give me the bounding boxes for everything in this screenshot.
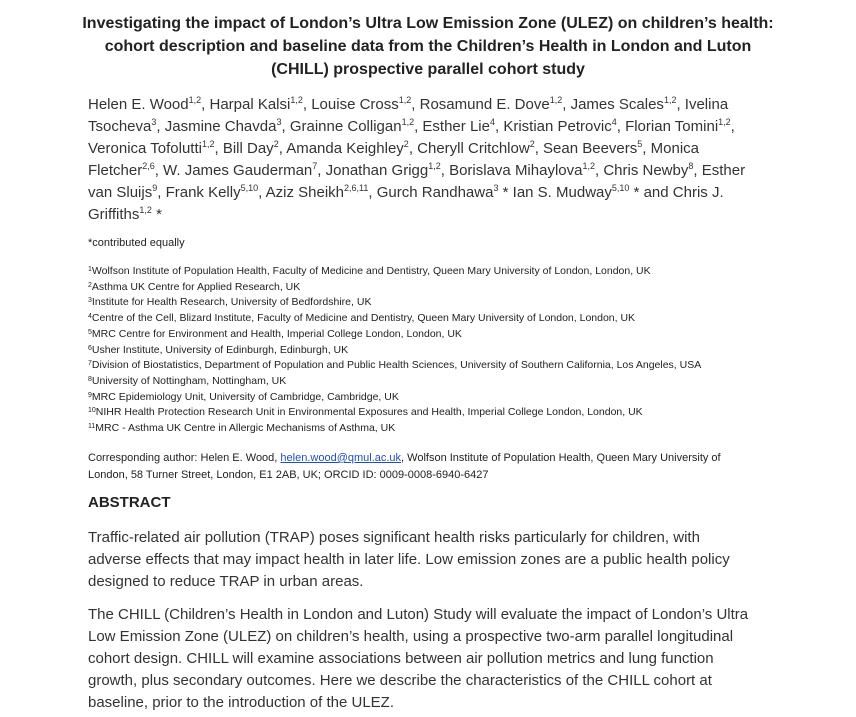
author-affiliation-marker: 2,6,11 xyxy=(344,183,369,193)
author-line xyxy=(88,160,788,182)
affiliation-text: Usher Institute, University of Edinburgh, Edinburgh, UK xyxy=(91,343,349,356)
author-name: Frank Kelly xyxy=(165,184,241,201)
abstract-line: growth, plus secondary outcomes. Here we describe the characteristics of the CHILL cohort at xyxy=(88,672,712,689)
author-separator: , xyxy=(411,96,420,113)
author-name: van Sluijs xyxy=(88,184,153,201)
author-affiliation-marker: 9 xyxy=(152,183,158,193)
affiliation-number: 10 xyxy=(88,407,96,415)
author-name: Bill Day xyxy=(222,140,274,157)
author-affiliation-marker: 1,2 xyxy=(718,117,731,127)
corresponding-prefix: Corresponding author: Helen E. Wood, xyxy=(88,452,281,464)
author-line xyxy=(88,94,788,116)
author-affiliation-marker: 1,2 xyxy=(582,161,595,171)
affiliation-item xyxy=(88,295,788,311)
affiliation-number: 9 xyxy=(88,391,92,399)
affiliation-number: 1 xyxy=(88,266,92,273)
affiliation-item xyxy=(88,327,788,343)
author-affiliation-marker: 5 xyxy=(637,139,643,149)
abstract-line: adverse effects that may impact health in later life. Low emission zones are a public health policy xyxy=(88,551,730,568)
author-name: Tsocheva xyxy=(88,118,152,135)
author-name: Harpal Kalsi xyxy=(209,96,291,113)
author-name: Esther xyxy=(701,162,746,179)
author-name: Cheryll Critchlow xyxy=(417,140,530,157)
abstract-line: The CHILL (Children’s Health in London and Luton) Study will evaluate the impact of London’s Ultra xyxy=(88,606,749,623)
affiliation-text: Centre of the Cell, Blizard Institute, Faculty of Medicine and Dentistry, Queen Mary University of London, London, UK xyxy=(91,312,636,325)
author-separator: , xyxy=(278,140,287,157)
author-separator: , xyxy=(693,162,702,179)
affiliation-number: 7 xyxy=(88,360,92,368)
author-affiliation-marker: 7 xyxy=(312,161,318,171)
author-separator: , xyxy=(534,140,544,157)
author-affiliation-marker: 5,10 xyxy=(611,183,630,193)
author-name: Rosamund E. Dove xyxy=(419,96,550,113)
affiliation-number: 11 xyxy=(88,423,96,431)
author-separator: , xyxy=(594,162,604,179)
author-affiliation-marker: 4 xyxy=(489,117,495,127)
author-separator: , xyxy=(157,184,166,201)
affiliation-item xyxy=(88,421,788,437)
corresponding-line-1 xyxy=(88,450,788,467)
author-name: Gurch Randhawa xyxy=(376,184,494,201)
author-separator: , xyxy=(616,118,626,135)
author-name: Chris Newby xyxy=(603,162,689,179)
author-name: Helen E. Wood xyxy=(88,96,189,113)
author-affiliation-marker: 1,2 xyxy=(139,205,152,215)
author-name: Florian Tomini xyxy=(625,118,719,135)
affiliation-item xyxy=(88,280,788,296)
abstract-paragraph-1 xyxy=(88,527,788,593)
author-separator: , xyxy=(562,96,571,113)
author-name: James Scales xyxy=(570,96,664,113)
author-affiliation-marker: 2 xyxy=(529,139,535,149)
author-affiliation-marker: 2 xyxy=(403,139,409,149)
author-separator: , xyxy=(302,96,312,113)
author-name: Louise Cross xyxy=(311,96,399,113)
author-separator: , xyxy=(408,140,418,157)
author-separator: , xyxy=(494,118,504,135)
abstract-line: designed to reduce TRAP in urban areas. xyxy=(88,573,364,590)
author-separator: , xyxy=(368,184,377,201)
author-separator: , xyxy=(440,162,450,179)
affiliation-item xyxy=(88,343,788,359)
author-affiliation-marker: 8 xyxy=(688,161,694,171)
abstract-heading: ABSTRACT xyxy=(88,494,171,511)
author-affiliation-marker: 1,2 xyxy=(398,95,412,105)
affiliation-item xyxy=(88,405,788,421)
author-affiliation-marker: 1,2 xyxy=(201,139,215,149)
author-line xyxy=(88,204,788,226)
author-line xyxy=(88,182,788,204)
author-affiliation-marker: 4 xyxy=(611,117,617,127)
affiliation-number: 4 xyxy=(88,313,92,321)
author-separator: , xyxy=(214,140,223,157)
abstract-line: cohort design. CHILL will examine associations between air pollution metrics and lung function xyxy=(88,650,714,667)
affiliation-text: MRC Centre for Environment and Health, Imperial College London, London, UK xyxy=(91,327,462,340)
abstract-line: Traffic-related air pollution (TRAP) poses significant health risks particularly for children, with xyxy=(88,529,700,546)
affiliation-text: Division of Biostatistics, Department of Population and Public Health Sciences, University of Southern California, Los Angeles, USA xyxy=(91,359,702,372)
author-name: Griffiths xyxy=(88,206,140,223)
affiliation-item xyxy=(88,374,788,390)
affiliation-item xyxy=(88,390,788,406)
author-name: W. James Gauderman xyxy=(163,162,313,179)
abstract-line: baseline, prior to the introduction of the ULEZ. xyxy=(88,694,395,711)
affiliation-text: Institute for Health Research, University of Bedfordshire, UK xyxy=(91,296,372,309)
affiliation-number: 5 xyxy=(88,328,92,336)
author-affiliation-marker: 3 xyxy=(276,117,282,127)
corresponding-email-link[interactable]: helen.wood@qmul.ac.uk xyxy=(280,452,402,464)
author-affiliation-marker: 1,2 xyxy=(290,95,303,105)
author-name: Ivelina xyxy=(684,96,729,113)
author-affiliation-marker: 2,6 xyxy=(142,161,155,171)
author-separator: , xyxy=(414,118,423,135)
author-name: Sean Beevers xyxy=(543,140,638,157)
author-name: Monica xyxy=(650,140,699,157)
author-affiliation-marker: 3 xyxy=(493,183,499,193)
author-separator: , xyxy=(258,184,266,201)
affiliation-item xyxy=(88,358,788,374)
title-line: Investigating the impact of London’s Ultra Low Emission Zone (ULEZ) on children’s health: xyxy=(82,15,774,32)
author-name: Kristian Petrovic xyxy=(503,118,612,135)
author-name: Grainne Colligan xyxy=(289,118,402,135)
contributed-equally-note: *contributed equally xyxy=(88,237,185,249)
author-separator: , xyxy=(317,162,326,179)
author-separator: , xyxy=(201,96,210,113)
affiliation-number: 8 xyxy=(88,375,92,383)
author-affiliation-marker: 1,2 xyxy=(188,95,202,105)
affiliation-text: MRC - Asthma UK Centre in Allergic Mechanisms of Asthma, UK xyxy=(95,422,396,435)
author-separator: * and Chris J. xyxy=(629,184,724,201)
author-name: Jasmine Chavda xyxy=(164,118,277,135)
author-name: Borislava Mihaylova xyxy=(449,162,583,179)
corresponding-line-2: London, 58 Turner Street, London, E1 2AB, UK; ORCID ID: 0009-0008-6940-6427 xyxy=(88,469,489,481)
author-name: Jonathan Grigg xyxy=(325,162,429,179)
affiliation-number: 3 xyxy=(88,297,92,305)
author-list xyxy=(88,94,788,226)
affiliation-text: NIHR Health Protection Research Unit in Environmental Exposures and Health, Imperial College London, London, UK xyxy=(95,406,643,419)
abstract-paragraph-2 xyxy=(88,604,788,714)
author-affiliation-marker: 1,2 xyxy=(663,95,677,105)
author-separator: * xyxy=(498,184,513,201)
author-name: Ian S. Mudway xyxy=(512,184,612,201)
author-affiliation-marker: 1,2 xyxy=(401,117,415,127)
affiliation-item xyxy=(88,264,788,280)
affiliation-text: Asthma UK Centre for Applied Research, UK xyxy=(91,280,301,293)
affiliation-text: Wolfson Institute of Population Health, Faculty of Medicine and Dentistry, Queen Mary University of London, London, UK xyxy=(91,265,651,277)
title-line: cohort description and baseline data from the Children’s Health in London and Luton xyxy=(104,38,752,55)
author-separator: , xyxy=(676,96,685,113)
author-affiliation-marker: 1,2 xyxy=(428,161,441,171)
author-name: Aziz Sheikh xyxy=(265,184,345,201)
author-separator: , xyxy=(281,118,290,135)
author-separator: , xyxy=(156,118,165,135)
affiliation-item xyxy=(88,311,788,327)
affiliation-list xyxy=(88,264,788,437)
author-affiliation-marker: 5,10 xyxy=(240,183,259,193)
paper-title xyxy=(70,12,786,81)
affiliation-text: MRC Epidemiology Unit, University of Cambridge, Cambridge, UK xyxy=(91,390,399,403)
author-separator: , xyxy=(642,140,651,157)
affiliation-text: University of Nottingham, Nottingham, UK xyxy=(91,374,287,387)
abstract-line: Low Emission Zone (ULEZ) on children’s health, using a prospective two-arm parallel longitudinal xyxy=(88,628,734,645)
author-name: Fletcher xyxy=(88,162,143,179)
author-separator: , xyxy=(154,162,164,179)
title-line: (CHILL) prospective parallel cohort study xyxy=(271,61,585,78)
author-line xyxy=(88,138,788,160)
author-separator: * xyxy=(151,206,162,223)
author-name: Esther Lie xyxy=(422,118,490,135)
author-affiliation-marker: 3 xyxy=(151,117,157,127)
author-name: Veronica Tofolutti xyxy=(88,140,202,157)
corresponding-author xyxy=(88,450,788,484)
corresponding-suffix: , Wolfson Institute of Population Health, Queen Mary University of xyxy=(401,452,721,464)
affiliation-number: 6 xyxy=(88,344,92,352)
affiliation-number: 2 xyxy=(88,281,92,289)
author-name: Amanda Keighley xyxy=(286,140,404,157)
author-affiliation-marker: 1,2 xyxy=(549,95,563,105)
author-line xyxy=(88,116,788,138)
author-separator: , xyxy=(730,118,735,135)
author-affiliation-marker: 2 xyxy=(273,139,279,149)
